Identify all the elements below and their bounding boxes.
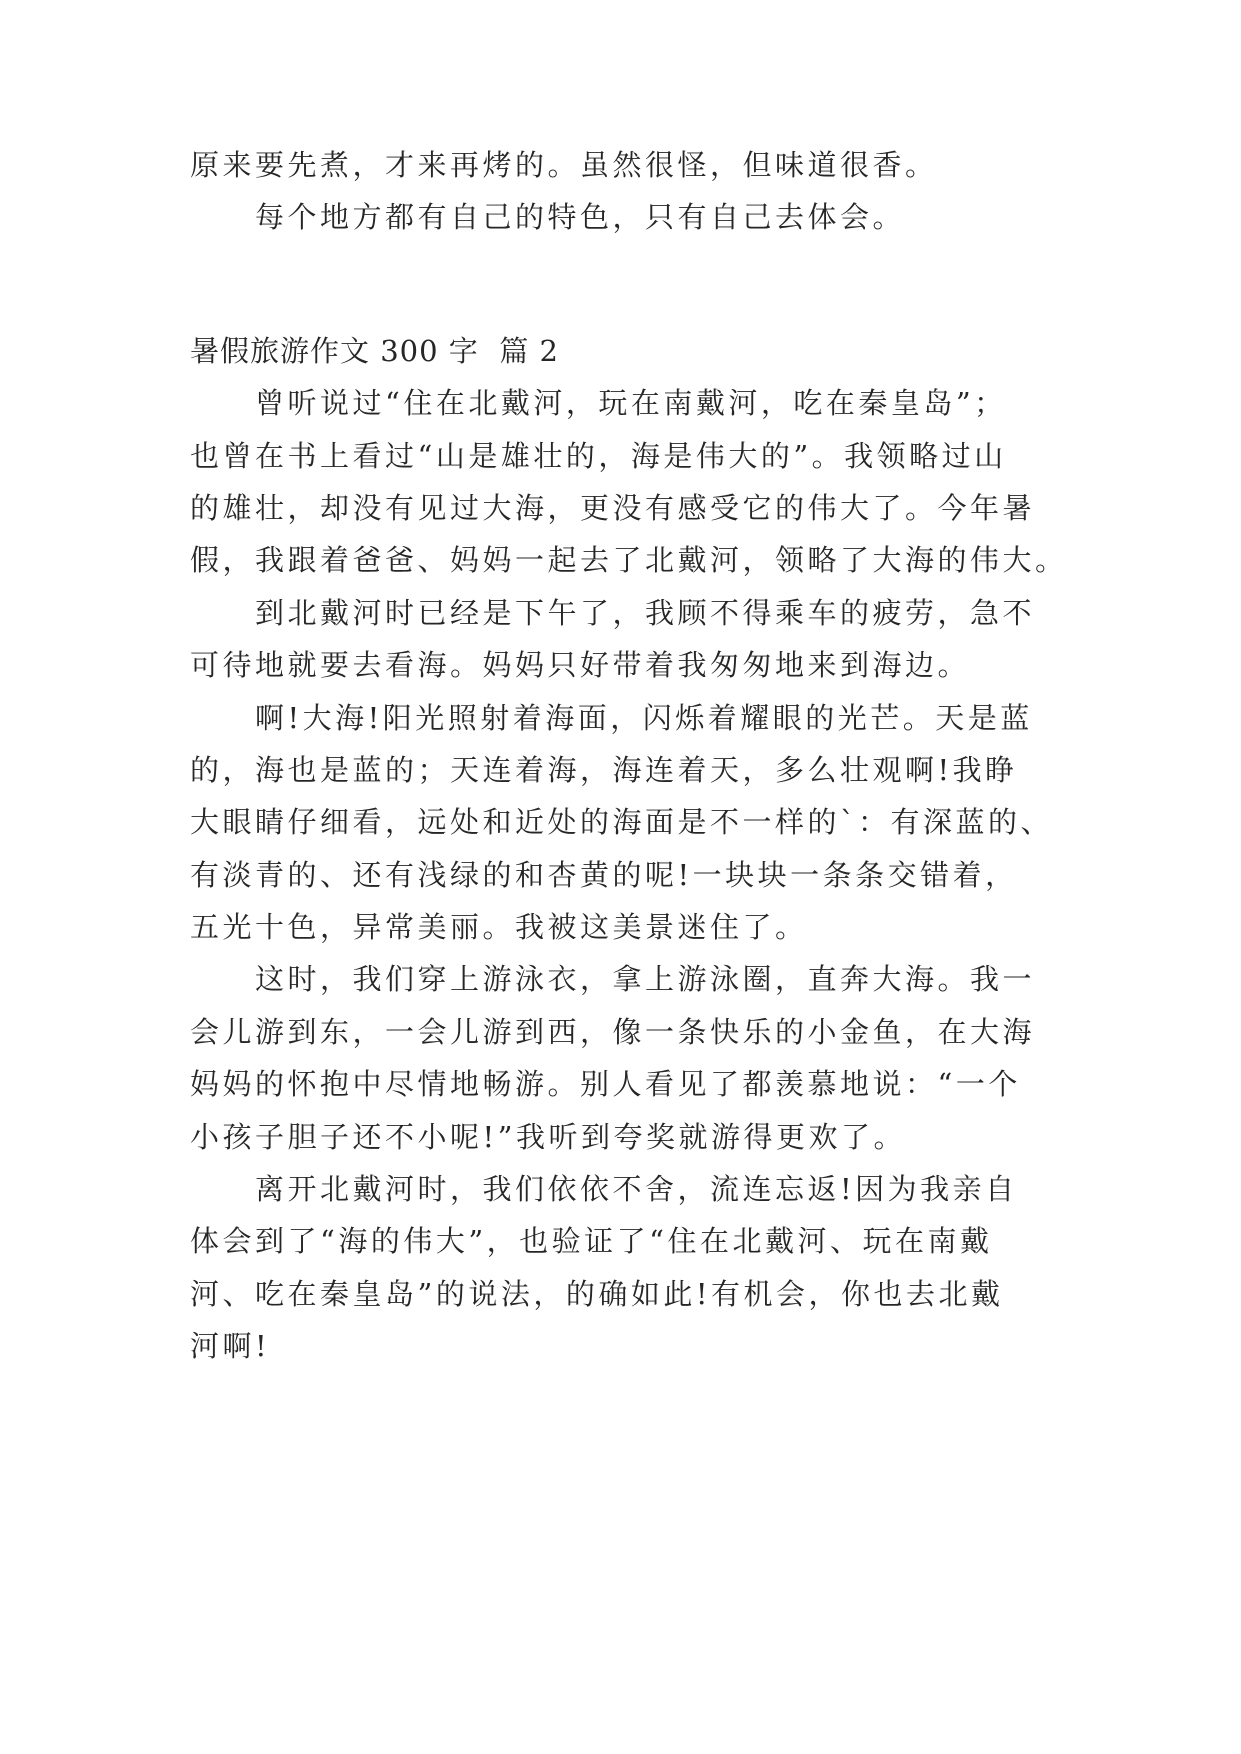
document-body bbox=[190, 139, 1150, 1373]
paragraph bbox=[190, 953, 1150, 1163]
text-line: 河啊! bbox=[190, 1329, 271, 1364]
text-line: 五光十色，异常美丽。我被这美景迷住了。 bbox=[190, 910, 808, 945]
text-line: 有淡青的、还有浅绿的和杏黄的呢!一块块一条条交错着， bbox=[190, 857, 1018, 892]
text-line: 离开北戴河时，我们依依不舍，流连忘返!因为我亲自 bbox=[255, 1172, 1018, 1207]
text-line: 也曾在书上看过“山是雄壮的，海是伟大的”。我领略过山 bbox=[190, 438, 1007, 473]
text-line: 每个地方都有自己的特色，只有自己去体会。 bbox=[255, 200, 906, 235]
text-line: 体会到了“海的伟大”，也验证了“住在北戴河、玩在南戴 bbox=[190, 1224, 993, 1259]
text-line: 原来要先煮，才来再烤的。虽然很怪，但味道很香。 bbox=[190, 148, 938, 182]
text-line: 会儿游到东，一会儿游到西，像一条快乐的小金鱼，在大海 bbox=[190, 1014, 1036, 1049]
paragraph bbox=[190, 692, 1150, 954]
text-line: 啊!大海!阳光照射着海面，闪烁着耀眼的光芒。天是蓝 bbox=[255, 700, 1033, 735]
text-line: 妈妈的怀抱中尽情地畅游。别人看见了都羡慕地说：“一个 bbox=[190, 1067, 1021, 1102]
text-line: 可待地就要去看海。妈妈只好带着我匆匆地来到海边。 bbox=[190, 648, 971, 683]
text-line: 到北戴河时已经是下午了，我顾不得乘车的疲劳，急不 bbox=[255, 595, 1036, 630]
text-line: 这时，我们穿上游泳衣，拿上游泳圈，直奔大海。我一 bbox=[255, 962, 1036, 997]
essay bbox=[190, 325, 1150, 1373]
essay-title: 暑假旅游作文 300 字 篇 2 bbox=[190, 333, 559, 368]
paragraph bbox=[190, 191, 1150, 243]
previous-essay-ending bbox=[190, 139, 1150, 244]
text-line: 曾听说过“住在北戴河，玩在南戴河，吃在秦皇岛”； bbox=[255, 386, 1007, 421]
paragraph bbox=[190, 139, 1150, 191]
text-line: 的雄壮，却没有见过大海，更没有感受它的伟大了。今年暑 bbox=[190, 490, 1036, 525]
text-line: 假，我跟着爸爸、妈妈一起去了北戴河，领略了大海的伟大。 bbox=[190, 543, 1068, 578]
text-line: 河、吃在秦皇岛”的说法，的确如此!有机会，你也去北戴 bbox=[190, 1276, 1004, 1311]
paragraph bbox=[190, 587, 1150, 692]
paragraph bbox=[190, 1163, 1150, 1373]
text-line: 小孩子胆子还不小呢!”我听到夸奖就游得更欢了。 bbox=[190, 1119, 906, 1154]
text-line: 大眼睛仔细看，远处和近处的海面是不一样的`：有深蓝的、 bbox=[190, 805, 1054, 840]
text-line: 的，海也是蓝的；天连着海，海连着天，多么壮观啊!我睁 bbox=[190, 752, 1018, 787]
paragraph bbox=[190, 377, 1150, 587]
